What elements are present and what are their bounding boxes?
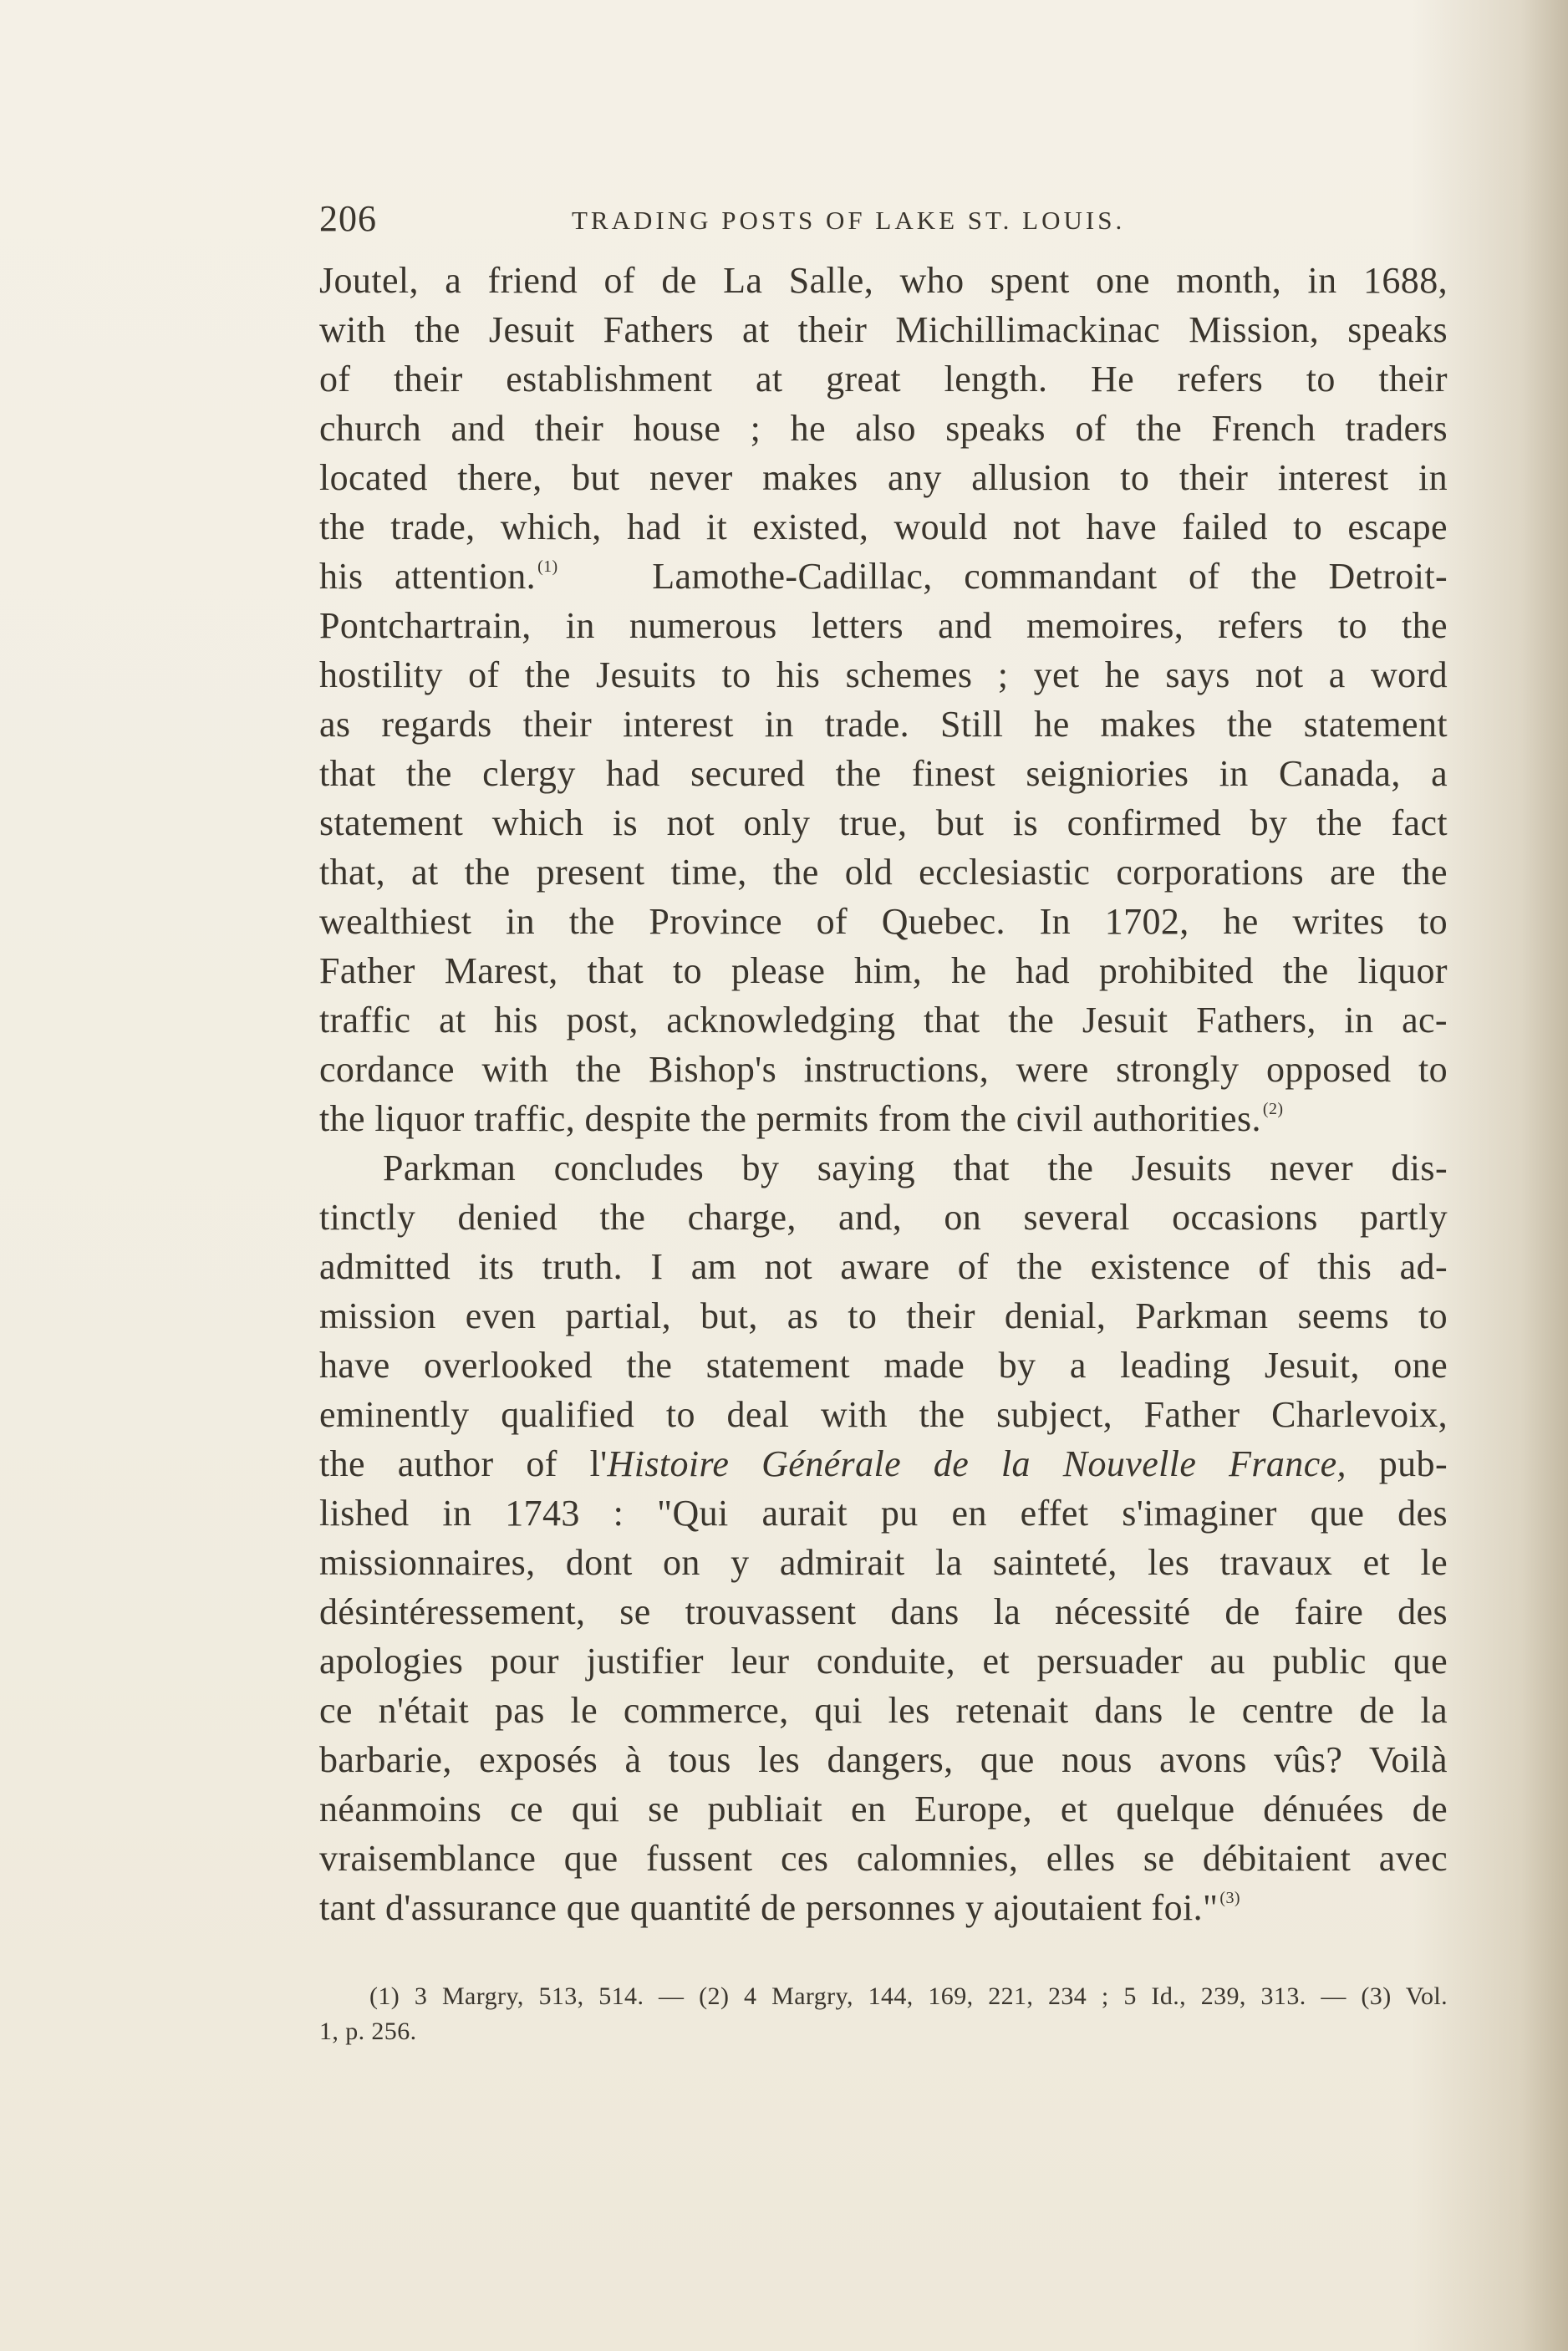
text-line: apologies pour justifier leur conduite, et persuader au public que [319, 1641, 1448, 1682]
italic-title: Histoire Générale de la Nouvelle France, [607, 1443, 1347, 1484]
text-line: wealthiest in the Province of Quebec. In 1702, he writes to [319, 901, 1448, 942]
text-line: Joutel, a friend of de La Salle, who spent one month, in 1688, [319, 260, 1448, 301]
text-fragment: the author of l' [319, 1443, 608, 1484]
footnote-marker: (3) [1219, 1889, 1240, 1907]
text-line: as regards their interest in trade. Still he makes the statement [319, 704, 1448, 745]
footnote-marker: (1) [537, 557, 558, 576]
text-line: ce n'était pas le commerce, qui les retenait dans le centre de la [319, 1690, 1448, 1731]
text-line [319, 1094, 1448, 1143]
text-fragment: Lamothe-Cadillac, commandant of the Detroit- [652, 556, 1448, 597]
body-text [319, 256, 1448, 1932]
text-line: traffic at his post, acknowledging that the Jesuit Fathers, in ac- [319, 1000, 1448, 1041]
text-line: barbarie, exposés à tous les dangers, que nous avons vûs? Voilà [319, 1739, 1448, 1780]
footnote-line: 1, p. 256. [319, 2018, 417, 2045]
text-line: lished in 1743 : "Qui aurait pu en effet s'imaginer que des [319, 1493, 1448, 1534]
text-line: church and their house ; he also speaks of the French traders [319, 408, 1448, 449]
text-line: missionnaires, dont on y admirait la sainteté, les travaux et le [319, 1542, 1448, 1583]
text-line: néanmoins ce qui se publiait en Europe, et quelque dénuées de [319, 1789, 1448, 1829]
text-fragment: the liquor traffic, despite the permits from the civil authorities. [319, 1098, 1261, 1139]
text-line: mission even partial, but, as to their denial, Parkman seems to [319, 1295, 1448, 1336]
text-fragment: his attention. [319, 556, 537, 597]
footnotes [319, 1979, 1448, 2049]
text-line [319, 1883, 1448, 1932]
text-line: Father Marest, that to please him, he had prohibited the liquor [319, 950, 1448, 991]
text-line: that the clergy had secured the finest seigniories in Canada, a [319, 753, 1448, 794]
text-fragment: pub- [1378, 1443, 1448, 1484]
text-line: tinctly denied the charge, and, on several occasions partly [319, 1197, 1448, 1238]
text-line: désintéressement, se trouvassent dans la nécessité de faire des [319, 1591, 1448, 1632]
text-line: Pontchartrain, in numerous letters and memoires, refers to the [319, 605, 1448, 646]
text-line: located there, but never makes any allusion to their interest in [319, 457, 1448, 498]
text-line: hostility of the Jesuits to his schemes ; yet he says not a word [319, 654, 1448, 695]
text-line: admitted its truth. I am not aware of the existence of this ad- [319, 1246, 1448, 1287]
running-head [319, 197, 1254, 244]
running-title: TRADING POSTS OF LAKE ST. LOUIS. [572, 206, 1126, 235]
text-line: eminently qualified to deal with the subject, Father Charlevoix, [319, 1394, 1448, 1435]
text-line: that, at the present time, the old ecclesiastic corporations are the [319, 852, 1448, 893]
text-line: vraisemblance que fussent ces calomnies, elles se débitaient avec [319, 1838, 1448, 1879]
text-line: cordance with the Bishop's instructions, were strongly opposed to [319, 1049, 1448, 1090]
text-line: of their establishment at great length. He refers to their [319, 359, 1448, 399]
text-fragment: tant d'assurance que quantité de personnes y ajoutaient foi." [319, 1887, 1219, 1928]
text-line: the trade, which, had it existed, would not have failed to escape [319, 506, 1448, 547]
page-number: 206 [319, 198, 377, 239]
text-line: with the Jesuit Fathers at their Michillimackinac Mission, speaks [319, 309, 1448, 350]
text-line: statement which is not only true, but is confirmed by the fact [319, 802, 1448, 843]
text-line [319, 1439, 1448, 1488]
text-line: have overlooked the statement made by a leading Jesuit, one [319, 1345, 1448, 1386]
footnote-line: (1) 3 Margry, 513, 514. — (2) 4 Margry, 144, 169, 221, 234 ; 5 Id., 239, 313. — (3) Vol. [369, 1982, 1448, 2010]
text-line [319, 552, 1448, 601]
text-line: Parkman concludes by saying that the Jesuits never dis- [383, 1148, 1448, 1188]
footnote-marker: (2) [1262, 1100, 1284, 1118]
